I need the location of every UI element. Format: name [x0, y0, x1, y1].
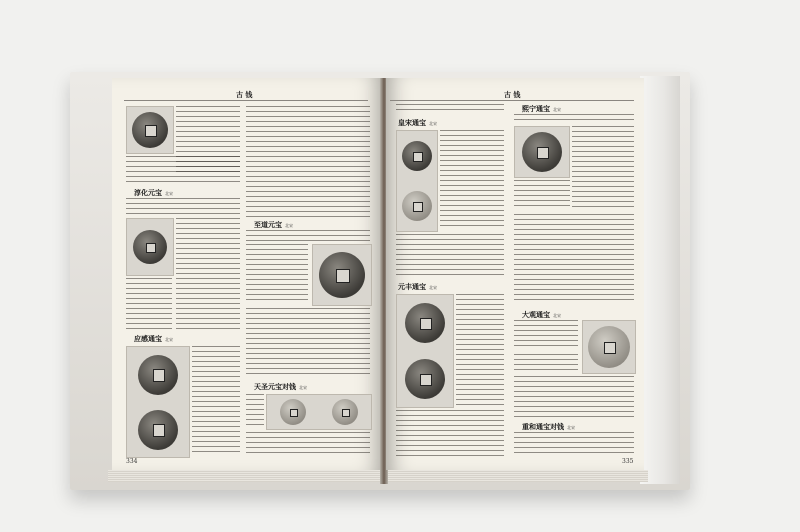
page-number: 334: [126, 458, 138, 465]
text-block: [126, 278, 172, 330]
text-block: [514, 354, 578, 372]
entry-title: 天圣元宝对钱 北宋: [254, 383, 307, 391]
text-block: [246, 106, 370, 218]
entry-title: 至道元宝 北宋: [254, 221, 293, 229]
page-number: 335: [622, 458, 634, 465]
coin-image: [138, 410, 178, 450]
text-block: [514, 180, 570, 210]
text-block: [246, 308, 370, 378]
text-block: [246, 432, 370, 456]
entry-title: 熙宁通宝 北宋: [522, 105, 561, 113]
text-block: [246, 244, 308, 304]
coin-photo: [126, 346, 190, 458]
entry-title: 重和通宝对钱 北宋: [522, 423, 575, 431]
text-block: [396, 104, 504, 114]
coin-image: [405, 303, 445, 343]
coin-photo: [126, 106, 174, 154]
entry-title: 淳化元宝 北宋: [134, 189, 173, 197]
text-block: [514, 114, 634, 124]
coin-photo: [396, 294, 454, 408]
header-rule: [390, 100, 634, 101]
running-head-left: 古 钱: [236, 90, 253, 99]
coin-image: [138, 355, 178, 395]
right-page: [386, 78, 644, 470]
coin-photo: [514, 126, 570, 178]
running-head-right: 古 钱: [504, 90, 521, 99]
header-rule: [124, 100, 368, 101]
entry-title: 大观通宝 北宋: [522, 311, 561, 319]
text-block: [176, 218, 240, 330]
coin-image: [280, 399, 306, 425]
text-block: [514, 432, 634, 456]
coin-photo: [396, 130, 438, 232]
text-block: [440, 130, 504, 230]
coin-image: [319, 252, 365, 298]
coin-image: [522, 132, 562, 172]
text-block: [514, 214, 634, 304]
text-block: [572, 126, 634, 210]
coin-photo: [126, 218, 174, 276]
left-page: [112, 78, 382, 470]
text-block: [192, 346, 240, 456]
coin-image: [402, 141, 432, 171]
coin-image: [405, 359, 445, 399]
coin-photo: [582, 320, 636, 374]
text-block: [246, 394, 264, 428]
coin-image: [132, 112, 168, 148]
text-block: [396, 410, 504, 456]
text-block: [514, 320, 578, 350]
text-block: [456, 294, 504, 406]
coin-image: [402, 191, 432, 221]
entry-title: 皇宋通宝 北宋: [398, 119, 437, 127]
coin-photo: [266, 394, 372, 430]
text-block: [514, 376, 634, 418]
text-block: [396, 234, 504, 278]
page-block-edge: [108, 470, 648, 482]
text-block: [126, 156, 240, 184]
coin-photo: [312, 244, 372, 306]
coin-image: [133, 230, 167, 264]
cover-edge: [640, 76, 680, 484]
entry-title: 元丰通宝 北宋: [398, 283, 437, 291]
text-block: [126, 198, 240, 216]
coin-image: [332, 399, 358, 425]
coin-image: [588, 326, 630, 368]
entry-title: 应感通宝 北宋: [134, 335, 173, 343]
text-block: [246, 230, 370, 242]
